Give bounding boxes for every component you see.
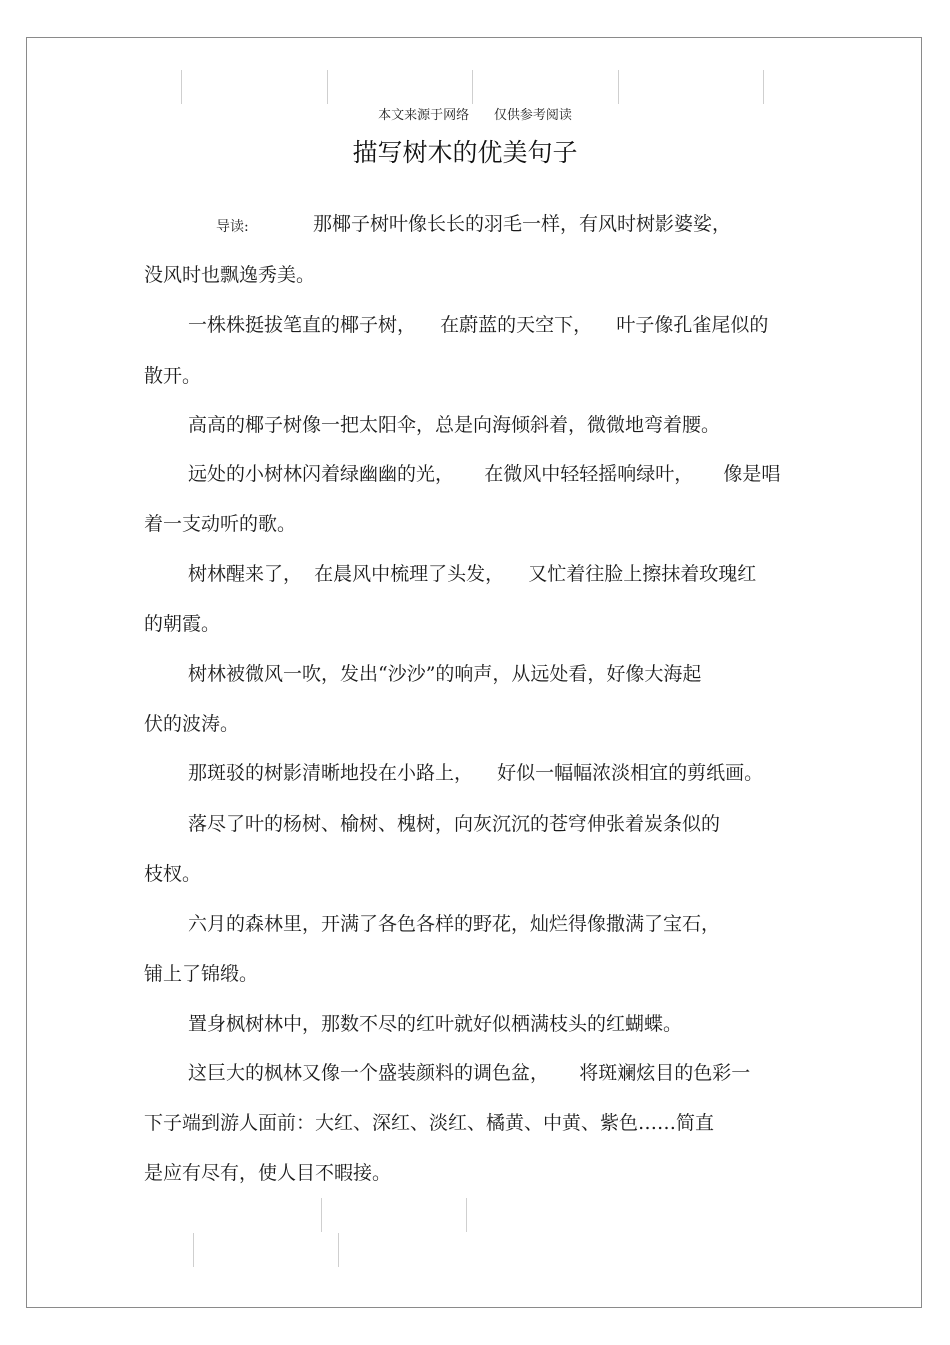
page-title: 描写树木的优美句子 <box>352 138 578 167</box>
paragraph-line: 六月的森林里，开满了各色各样的野花，灿烂得像撒满了宝石， <box>188 913 721 935</box>
paragraph-line: 这巨大的枫林又像一个盛装颜料的调色盆， 将斑斓炫目的色彩一 <box>188 1062 751 1084</box>
paragraph-line: 是应有尽有，使人目不暇接。 <box>144 1162 392 1184</box>
paragraph-line: 着一支动听的歌。 <box>144 513 297 535</box>
paragraph-line: 散开。 <box>144 365 202 387</box>
paragraph-line: 铺上了锦缎。 <box>144 963 259 985</box>
guide-line-top-1 <box>181 70 182 104</box>
lead-label: 导读: <box>216 219 249 235</box>
guide-line-bottom-4 <box>338 1233 339 1267</box>
paragraph-line: 的朝霞。 <box>144 613 221 635</box>
paragraph-line: 树林醒来了， 在晨风中梳理了头发， 又忙着往脸上擦抹着玫瑰红 <box>188 563 757 585</box>
paragraph-line: 下子端到游人面前：大红、深红、淡红、橘黄、中黄、紫色……简直 <box>144 1112 715 1134</box>
paragraph-line: 落尽了叶的杨树、榆树、槐树，向灰沉沉的苍穹伸张着炭条似的 <box>188 813 721 835</box>
paragraph-line: 一株株挺拔笔直的椰子树， 在蔚蓝的天空下， 叶子像孔雀尾似的 <box>188 314 769 336</box>
paragraph-line: 高高的椰子树像一把太阳伞，总是向海倾斜着，微微地弯着腰。 <box>188 414 721 436</box>
guide-line-top-4 <box>618 70 619 104</box>
guide-line-bottom-1 <box>321 1198 322 1232</box>
guide-line-bottom-2 <box>466 1198 467 1232</box>
guide-line-top-5 <box>763 70 764 104</box>
guide-line-bottom-3 <box>193 1233 194 1267</box>
paragraph-line: 树林被微风一吹，发出“沙沙”的响声，从远处看，好像大海起 <box>188 663 702 685</box>
paragraph-line: 置身枫树林中，那数不尽的红叶就好似栖满枝头的红蝴蝶。 <box>188 1013 683 1035</box>
guide-line-top-3 <box>472 70 473 104</box>
guide-line-top-2 <box>327 70 328 104</box>
paragraph-line: 没风时也飘逸秀美。 <box>144 264 316 286</box>
paragraph-line: 那椰子树叶像长长的羽毛一样，有风时树影婆娑， <box>313 213 732 235</box>
paragraph-line: 远处的小树林闪着绿幽幽的光， 在微风中轻轻摇响绿叶， 像是唱 <box>188 463 781 485</box>
paragraph-line: 伏的波涛。 <box>144 713 240 735</box>
paragraph-line: 枝杈。 <box>144 863 202 885</box>
source-note: 本文来源于网络 仅供参考阅读 <box>378 108 572 123</box>
paragraph-line: 那斑驳的树影清晰地投在小路上， 好似一幅幅浓淡相宜的剪纸画。 <box>188 762 764 784</box>
